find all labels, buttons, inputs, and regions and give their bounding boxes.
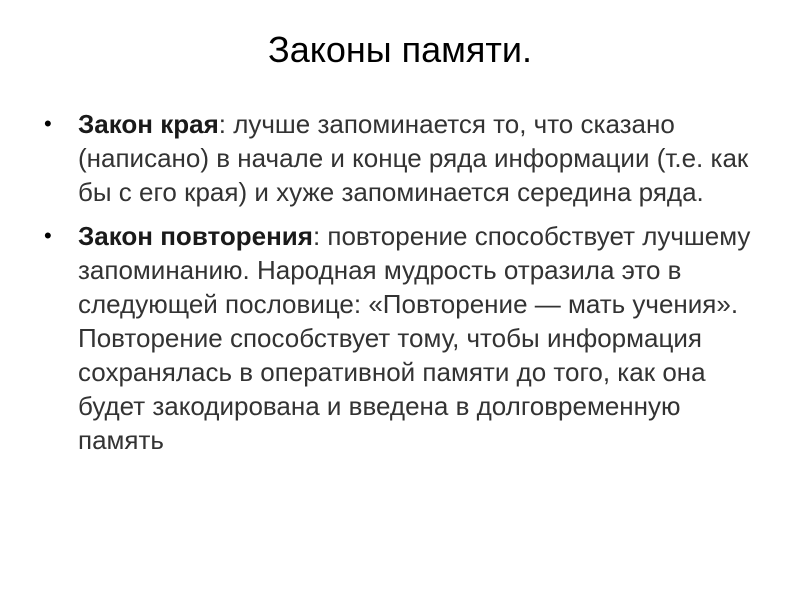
bullet-text: : повторение способствует лучшему запоминанию. Народная мудрость отразила это в следующей пословице: «Повторение — мать учения». Повторение способствует тому, чтобы информация сохранялась в оперативной памяти до того, как она будет закодирована и введена в долговременную память bbox=[78, 221, 751, 455]
slide-title: Законы памяти. bbox=[267, 29, 533, 70]
bullet-term: Закон повторения bbox=[78, 221, 313, 251]
bullet-text: : лучше запоминается то, что сказано (написано) в начале и конце ряда информации (т.е. как бы с его края) и хуже запоминается середина ряда. bbox=[78, 109, 749, 207]
bullet-icon: • bbox=[44, 111, 52, 136]
bullet-icon: • bbox=[44, 223, 52, 248]
bullet-list bbox=[40, 107, 760, 467]
bullet-term: Закон края bbox=[78, 109, 219, 139]
bullet-item-law-of-edge bbox=[40, 107, 760, 209]
bullet-item-law-of-repetition bbox=[40, 219, 760, 457]
